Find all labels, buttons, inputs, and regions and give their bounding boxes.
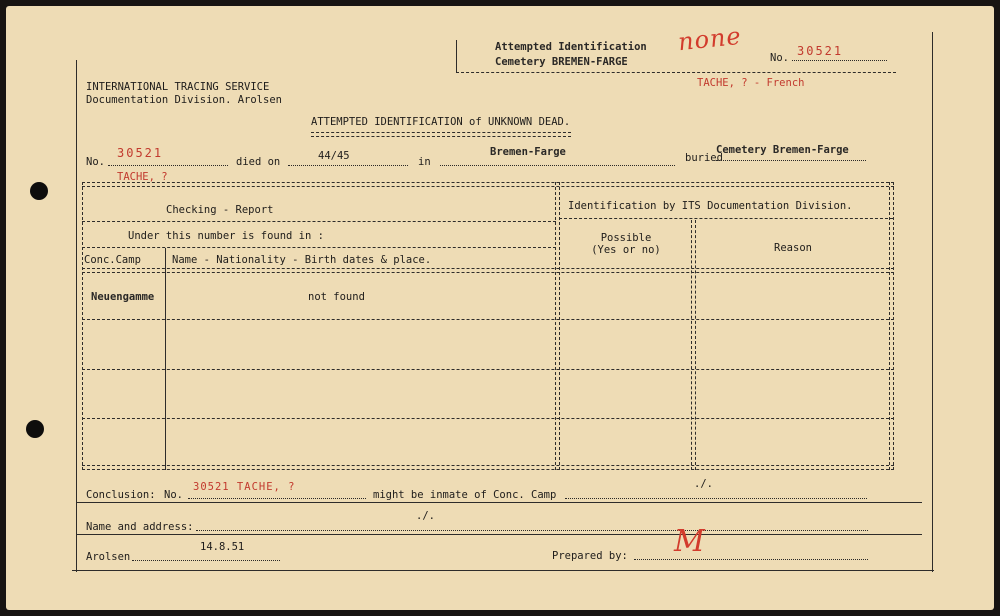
record-buried-label: buried bbox=[685, 152, 723, 164]
rule-its-header bbox=[559, 218, 893, 219]
header-box-bottom-border bbox=[456, 72, 896, 73]
record-in-dots bbox=[440, 165, 675, 166]
org-line-1: INTERNATIONAL TRACING SERVICE bbox=[86, 81, 270, 93]
rule-address bbox=[76, 534, 922, 535]
its-header: Identification by ITS Documentation Division. bbox=[568, 200, 853, 212]
table-divider-its-2 bbox=[559, 182, 560, 470]
rule-col-head-2 bbox=[82, 272, 894, 273]
conclusion-label: Conclusion: bbox=[86, 489, 156, 501]
col-name-header: Name - Nationality - Birth dates & place. bbox=[172, 254, 432, 266]
conclusion-camp-value: ./. bbox=[694, 478, 713, 490]
rule-conclusion bbox=[76, 502, 922, 503]
record-in-value: Bremen-Farge bbox=[490, 146, 566, 158]
header-no-value: 30521 bbox=[797, 44, 844, 58]
record-buried-dots bbox=[716, 160, 866, 161]
col-camp-header: Conc.Camp bbox=[84, 254, 141, 266]
footer-date: 14.8.51 bbox=[200, 541, 245, 553]
rule-col-head-1 bbox=[82, 268, 894, 269]
record-no-value: 30521 bbox=[117, 146, 164, 160]
table-cell-camp: Neuengamme bbox=[91, 291, 155, 303]
record-no-label: No. bbox=[86, 156, 105, 168]
header-box-title: Attempted Identification bbox=[495, 41, 647, 53]
header-box-cemetery: Cemetery BREMEN-FARGE bbox=[495, 56, 628, 68]
table-bottom-border-2 bbox=[82, 469, 894, 470]
punch-hole-top bbox=[30, 182, 48, 200]
footer-date-dots bbox=[132, 560, 280, 561]
record-in-label: in bbox=[418, 156, 431, 168]
org-line-2: Documentation Division. Arolsen bbox=[86, 94, 282, 106]
record-died-value: 44/45 bbox=[318, 150, 350, 162]
conclusion-no-label: No. bbox=[164, 489, 183, 501]
table-bottom-border-1 bbox=[82, 465, 894, 466]
card-bottom-rule bbox=[72, 570, 934, 571]
footer-place: Arolsen bbox=[86, 551, 131, 563]
record-died-dots bbox=[288, 165, 408, 166]
table-divider-reason-1 bbox=[691, 220, 692, 470]
table-divider-reason-2 bbox=[695, 220, 696, 470]
handwritten-none: none bbox=[676, 21, 743, 57]
card-left-rule bbox=[76, 60, 77, 572]
rule-checking bbox=[82, 221, 556, 222]
title-underline-1 bbox=[311, 132, 571, 133]
table-right-border-2 bbox=[893, 182, 894, 470]
conclusion-camp-dots bbox=[565, 498, 867, 499]
record-no-dots bbox=[108, 165, 228, 166]
col-possible-header-1: Possible bbox=[600, 232, 652, 244]
table-top-border-2 bbox=[82, 186, 894, 187]
under-number-label: Under this number is found in : bbox=[128, 230, 324, 242]
prepared-by-dots bbox=[634, 559, 868, 560]
table-top-border-1 bbox=[82, 182, 894, 183]
form-title: ATTEMPTED IDENTIFICATION of UNKNOWN DEAD. bbox=[311, 116, 571, 128]
checking-report-header: Checking - Report bbox=[166, 204, 274, 216]
card-right-rule bbox=[932, 32, 933, 572]
table-divider-camp bbox=[165, 248, 166, 470]
table-divider-its-1 bbox=[555, 182, 556, 470]
prepared-by-initial: M bbox=[674, 524, 705, 559]
address-label: Name and address: bbox=[86, 521, 194, 533]
conclusion-text: might be inmate of Conc. Camp bbox=[373, 489, 557, 501]
conclusion-dots bbox=[188, 498, 366, 499]
conclusion-value: 30521 TACHE, ? bbox=[193, 481, 296, 493]
rule-row-2 bbox=[82, 369, 894, 370]
header-no-dots bbox=[792, 60, 887, 61]
record-name-under: TACHE, ? bbox=[117, 171, 168, 183]
table-left-border bbox=[82, 182, 83, 470]
header-no-label: No. bbox=[770, 52, 789, 64]
rule-row-1 bbox=[82, 319, 894, 320]
table-cell-name: not found bbox=[308, 291, 365, 303]
address-dots bbox=[196, 530, 868, 531]
header-box-left-border bbox=[456, 40, 457, 72]
punch-hole-bottom bbox=[26, 420, 44, 438]
rule-row-3 bbox=[82, 418, 894, 419]
address-value: ./. bbox=[416, 510, 435, 522]
header-name-nationality: TACHE, ? - French bbox=[697, 77, 805, 89]
rule-under-number bbox=[82, 247, 556, 248]
record-buried-value: Cemetery Bremen-Farge bbox=[716, 144, 849, 156]
record-died-label: died on bbox=[236, 156, 281, 168]
table-right-border-1 bbox=[889, 182, 890, 470]
col-reason-header: Reason bbox=[774, 242, 812, 254]
title-underline-2 bbox=[311, 136, 571, 137]
col-possible-header-2: (Yes or no) bbox=[591, 244, 661, 256]
prepared-by-label: Prepared by: bbox=[552, 550, 628, 562]
